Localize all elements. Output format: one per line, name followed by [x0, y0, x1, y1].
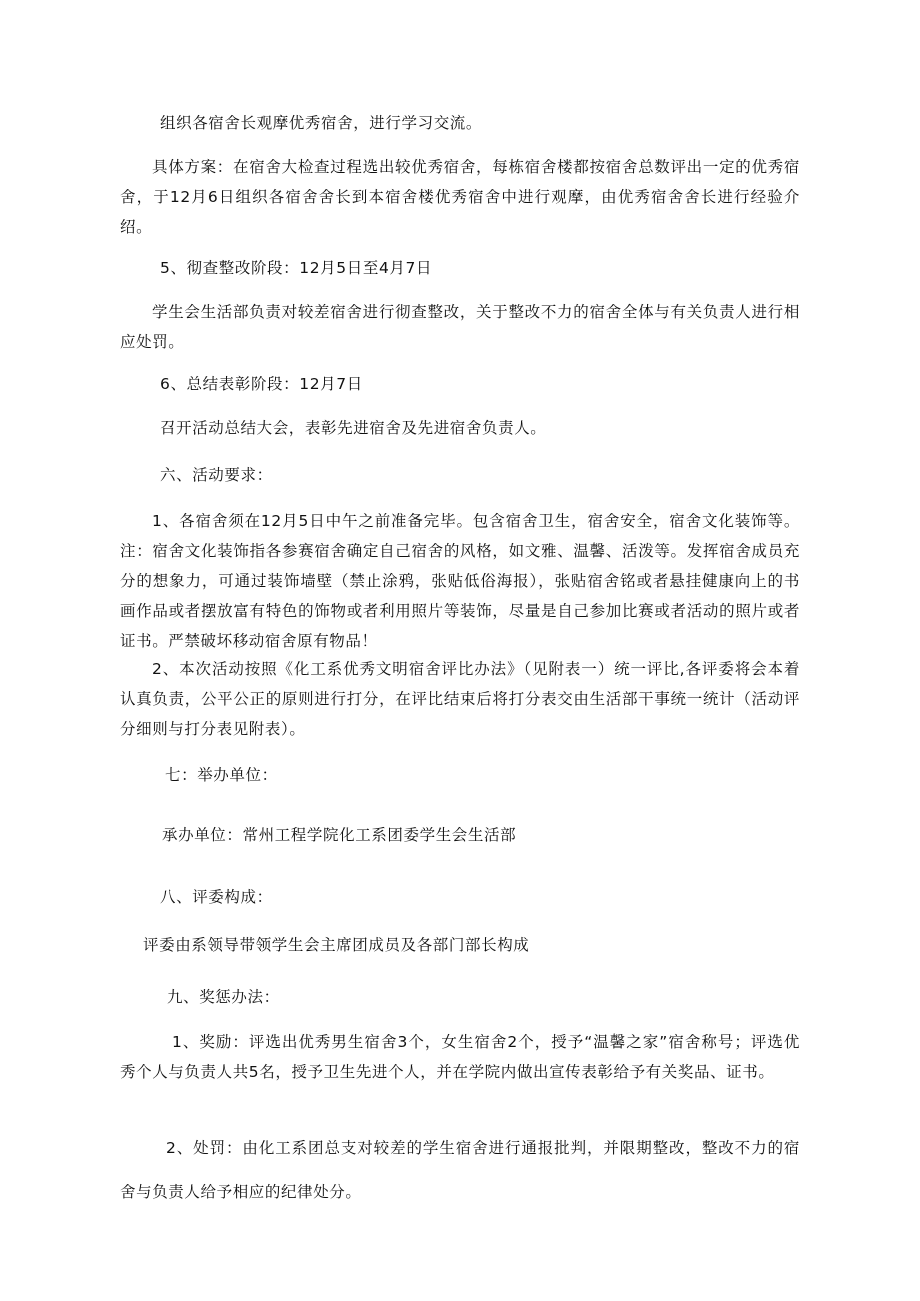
paragraph-rectification: 学生会生活部负责对较差宿舍进行彻查整改，关于整改不力的宿舍全体与有关负责人进行相应处罚。	[120, 303, 800, 351]
heading-judges: 八、评委构成：	[160, 888, 273, 906]
heading-rewards-penalties: 九、奖惩办法：	[167, 988, 280, 1006]
paragraph-requirement-1: 1、各宿舍须在12月5日中午之前准备完毕。包含宿舍卫生，宿舍安全，宿舍文化装饰等。注：宿舍文化装饰指各参赛宿舍确定自己宿舍的风格，如文雅、温馨、活泼等。发挥宿舍成员充分的想象力，可通过装饰墙壁（禁止涂鸦，张贴低俗海报），张贴宿舍铭或者悬挂健康向上的书画作品或者摆放富有特色的饰物或者利用照片等装饰，尽量是自己参加比赛或者活动的照片或者证书。严禁破坏移动宿舍原有物品！	[120, 512, 800, 650]
paragraph-requirement-2: 2、本次活动按照《化工系优秀文明宿舍评比办法》（见附表一）统一评比,各评委将会本着认真负责，公平公正的原则进行打分，在评比结束后将打分表交由生活部干事统一统计（活动评分细则与打分表见附表）。	[120, 660, 800, 738]
paragraph-observe: 组织各宿舍长观摩优秀宿舍，进行学习交流。	[160, 114, 483, 132]
paragraph-summary: 召开活动总结大会，表彰先进宿舍及先进宿舍负责人。	[160, 419, 547, 437]
paragraph-penalties: 2、处罚：由化工系团总支对较差的学生宿舍进行通报批判，并限期整改，整改不力的宿舍与负责人给予相应的纪律处分。	[120, 1139, 800, 1201]
paragraph-rewards: 1、奖励：评选出优秀男生宿舍3个，女生宿舍2个，授予“温馨之家”宿舍称号；评选优秀个人与负责人共5名，授予卫生先进个人，并在学院内做出宣传表彰给予有关奖品、证书。	[120, 1033, 800, 1081]
heading-rectification-stage: 5、彻查整改阶段：12月5日至4月7日	[160, 259, 433, 277]
paragraph-judges: 评委由系领导带领学生会主席团成员及各部门部长构成	[143, 936, 530, 954]
heading-organizer: 七：举办单位：	[165, 766, 278, 784]
paragraph-organizer: 承办单位：常州工程学院化工系团委学生会生活部	[162, 826, 517, 844]
heading-requirements: 六、活动要求：	[160, 466, 273, 484]
heading-summary-stage: 6、总结表彰阶段：12月7日	[160, 375, 363, 393]
paragraph-plan: 具体方案：在宿舍大检查过程选出较优秀宿舍，每栋宿舍楼都按宿舍总数评出一定的优秀宿舍，于12月6日组织各宿舍舍长到本宿舍楼优秀宿舍中进行观摩，由优秀宿舍舍长进行经验介绍。	[120, 158, 800, 236]
